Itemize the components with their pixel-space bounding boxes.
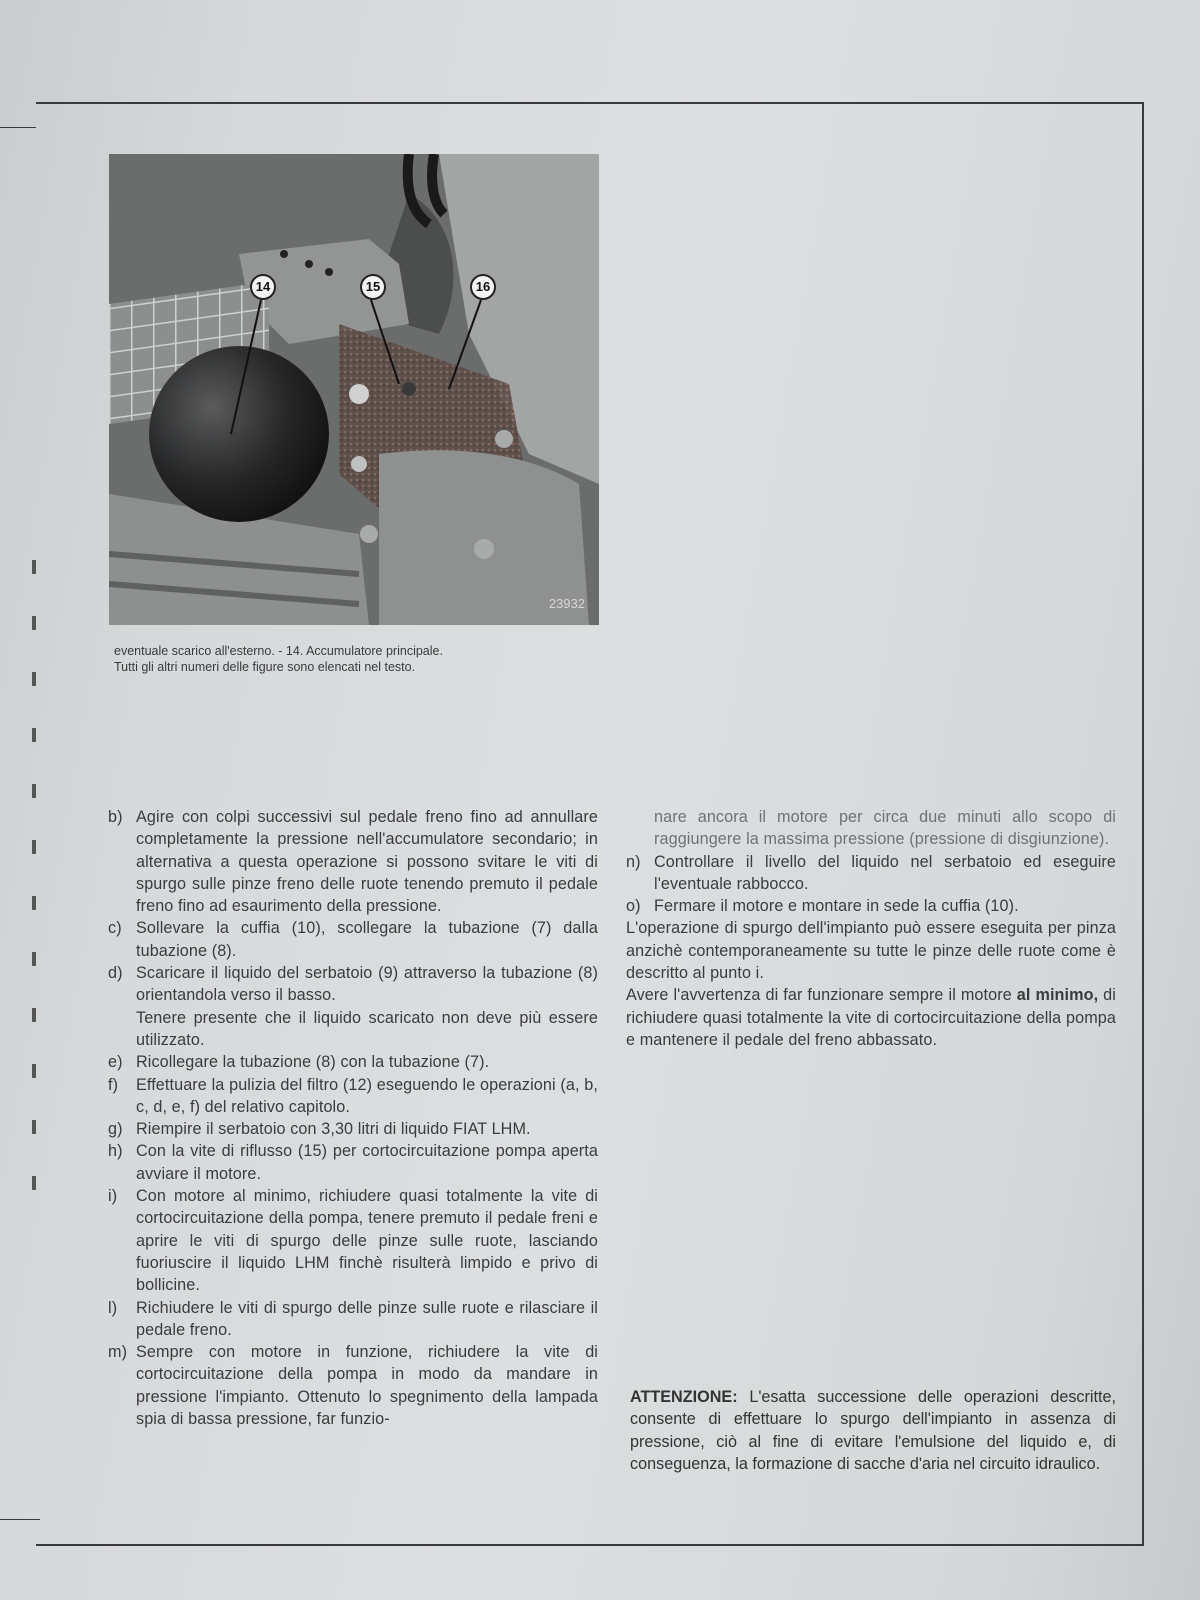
step-o: [626, 895, 1116, 917]
step-n: [626, 851, 1116, 896]
step-marker: n): [626, 852, 641, 871]
step-text: Ricollegare la tubazione (8) con la tubazione (7).: [136, 1053, 490, 1072]
step-text: Riempire il serbatoio con 3,30 litri di liquido FIAT LHM.: [136, 1120, 531, 1139]
right-column: [626, 806, 1116, 1051]
step-f: [108, 1074, 598, 1119]
step-marker: b): [108, 808, 123, 826]
step-i: [108, 1185, 598, 1296]
step-marker: e): [108, 1053, 123, 1072]
step-marker: [108, 1007, 136, 1052]
idle-note-start: Avere l'avvertenza di far funzionare sempre il motore: [626, 986, 1017, 1005]
step-text: Sollevare la cuffia (10), scollegare la tubazione (7) dalla tubazione (8).: [136, 919, 598, 960]
step-m: [108, 1341, 598, 1430]
step-e: [108, 1051, 598, 1073]
step-d: [108, 962, 598, 1007]
step-l: [108, 1297, 598, 1342]
figure-caption: [114, 643, 584, 675]
step-c: [108, 917, 598, 962]
step-g: [108, 1118, 598, 1140]
accumulator-photo: [109, 154, 599, 625]
photo-code: 23932: [548, 596, 585, 611]
step-b: [108, 806, 598, 917]
caption-line-1: eventuale scarico all'esterno. - 14. Accumulatore principale.: [114, 644, 443, 658]
rule-bottom-left: [0, 1519, 40, 1520]
step-marker: l): [108, 1298, 118, 1317]
step-text: Tenere presente che il liquido scaricato non deve più essere utilizzato.: [136, 1008, 598, 1049]
bleeding-note: L'operazione di spurgo dell'impianto può essere eseguita per pinza anzichè contemporaneamente su tutte le pinze delle ruote come è descritto al punto i.: [626, 919, 1116, 983]
left-column: [108, 806, 598, 1430]
step-text: Richiudere le viti di spurgo delle pinze sulle ruote e rilasciare il pedale freno.: [136, 1298, 598, 1339]
idle-note: [626, 984, 1116, 1051]
warning-label: ATTENZIONE:: [630, 1388, 738, 1406]
caption-line-2: Tutti gli altri numeri delle figure sono elencati nel testo.: [114, 660, 416, 674]
callout-16: 16: [470, 274, 496, 300]
step-marker: h): [108, 1142, 123, 1161]
step-text: Sempre con motore in funzione, richiudere la vite di cortocircuitazione della pompa in modo da mandare in pressione l'impianto. Ottenuto lo spegnimento della lampada spia di bassa pressione, far funzio-: [136, 1343, 598, 1429]
step-text: Con motore al minimo, richiudere quasi totalmente la vite di cortocircuitazione della pompa, tenere premuto il pedale freni e aprire le viti di spurgo delle pinze sulle ruote, lasciando fuoriuscire il liquido LHM finchè risulterà limpido e privo di bollicine.: [136, 1187, 598, 1295]
step-marker: i): [108, 1187, 118, 1206]
step-h: [108, 1140, 598, 1185]
idle-note-end: di richiudere quasi totalmente la vite di cortocircuitazione della pompa e mantenere il pedale del freno abbassato.: [626, 986, 1116, 1049]
binding-marks: [30, 560, 40, 1380]
step-text: Fermare il motore e montare in sede la cuffia (10).: [654, 897, 1019, 916]
step-text: Effettuare la pulizia del filtro (12) eseguendo le operazioni (a, b, c, d, e, f) del relativo capitolo.: [136, 1075, 598, 1116]
step-marker: d): [108, 964, 123, 983]
step-marker: f): [108, 1075, 119, 1094]
step-d-note: [108, 1007, 598, 1052]
step-text: Scaricare il liquido del serbatoio (9) attraverso la tubazione (8) orientandola verso il basso.: [136, 964, 598, 1005]
step-text: Controllare il livello del liquido nel serbatoio ed eseguire l'eventuale rabbocco.: [654, 852, 1116, 893]
step-text: Agire con colpi successivi sul pedale freno fino ad annullare completamente la pressione nell'accumulatore secondario; in alternativa a questa operazione si possono svitare le viti di spurgo sulle pinze freno delle ruote tenendo premuto il pedale freno fino ad esaurimento della pressione.: [136, 808, 598, 916]
callout-14: 14: [250, 274, 276, 300]
step-text: Con la vite di riflusso (15) per cortocircuitazione pompa aperta avviare il motore.: [136, 1142, 598, 1183]
step-marker: g): [108, 1120, 123, 1139]
rule-left: [0, 127, 36, 128]
warning-text: L'esatta successione delle operazioni descritte, consente di effettuare lo spurgo dell'impianto in assenza di pressione, ciò al fine di evitare l'emulsione del liquido e, di conseguenza, la formazione di sacche d'aria nel circuito idraulico.: [630, 1388, 1116, 1473]
step-marker: m): [108, 1343, 128, 1362]
step-marker: o): [626, 897, 641, 916]
step-marker: c): [108, 919, 122, 938]
warning-box: [630, 1386, 1116, 1475]
step-m-continuation: nare ancora il motore per circa due minuti allo scopo di raggiungere la massima pressione (pressione di disgiunzione).: [654, 808, 1116, 849]
idle-note-bold: al minimo,: [1016, 986, 1099, 1005]
callout-15: 15: [360, 274, 386, 300]
